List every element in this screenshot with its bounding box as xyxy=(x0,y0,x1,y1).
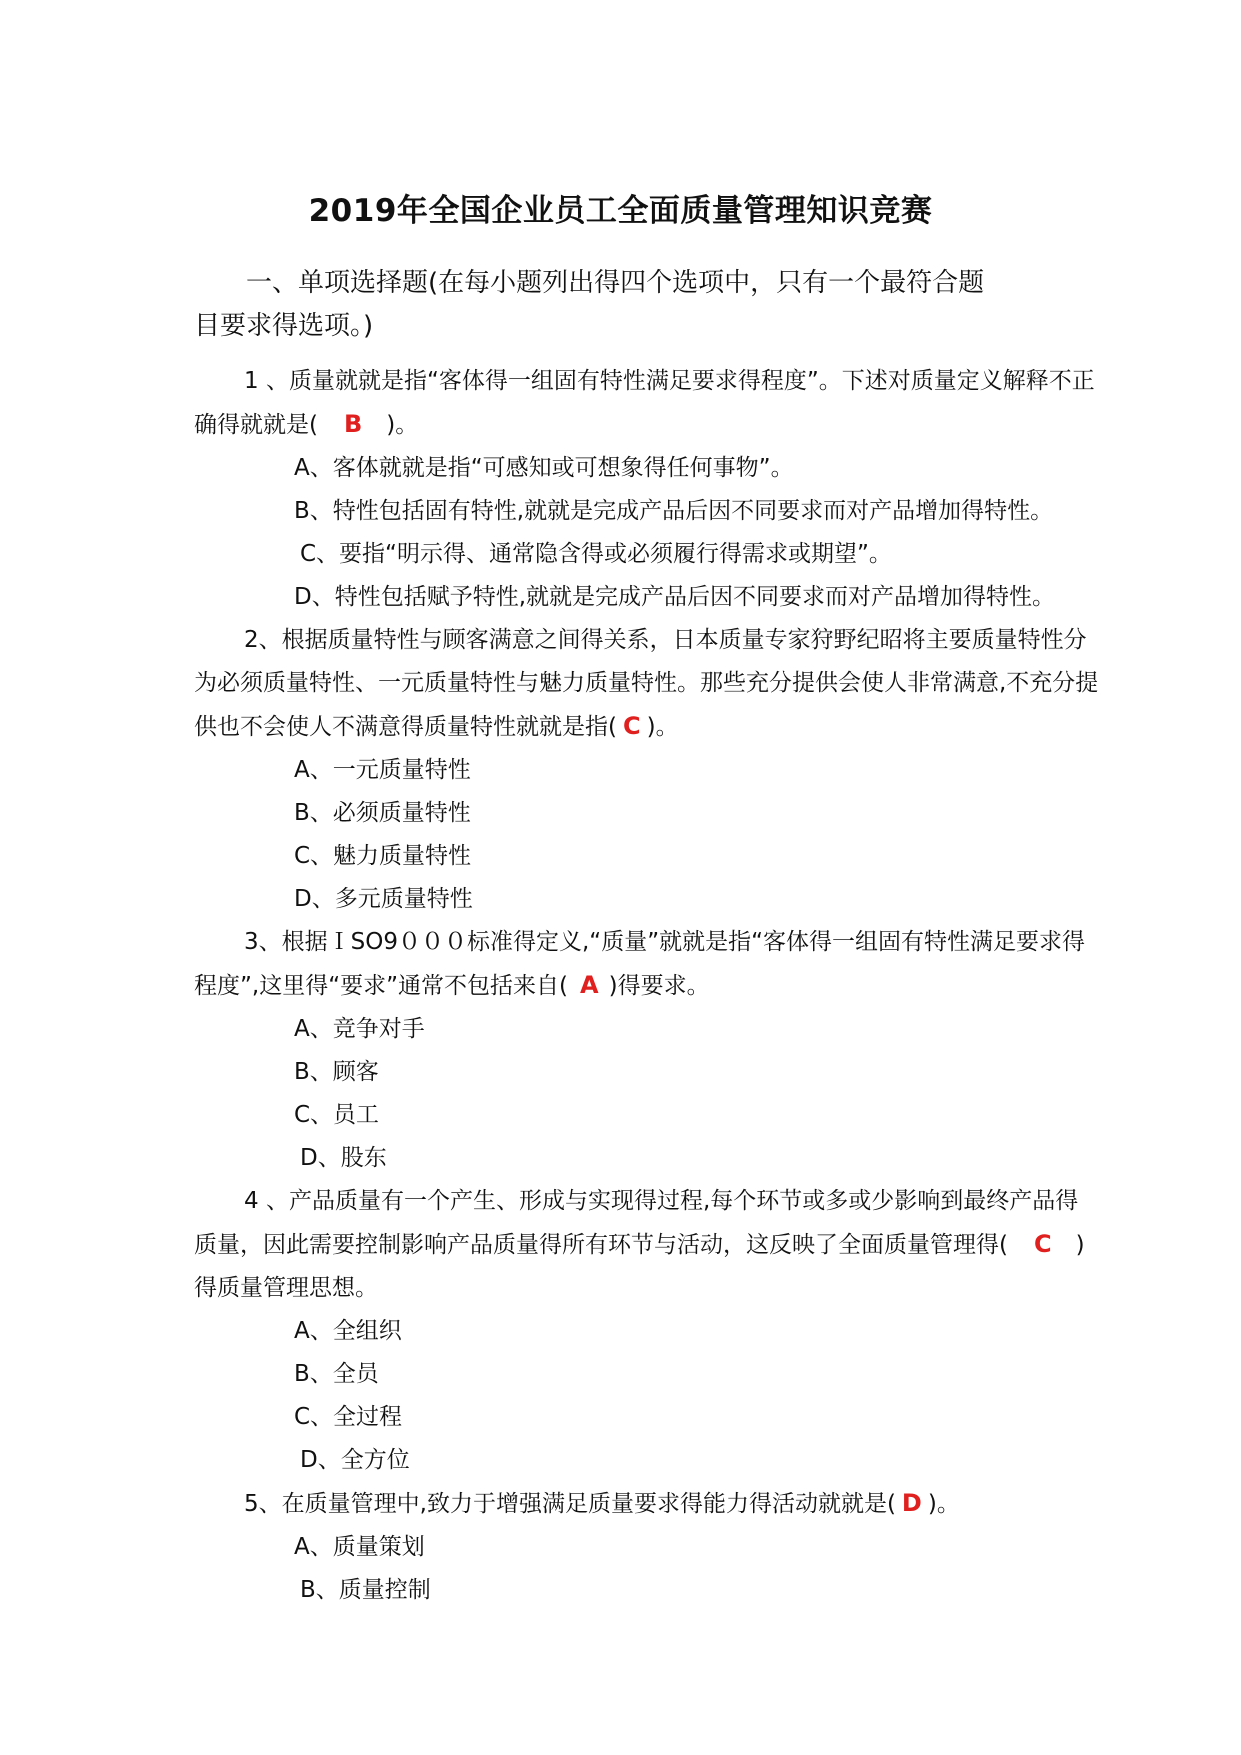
section-heading-line1: 一、单项选择题(在每小题列出得四个选项中，只有一个最符合题 xyxy=(246,268,985,298)
question-5-stem-end: )。 xyxy=(927,1491,960,1517)
question-4 xyxy=(194,1180,1099,1310)
question-2-stem: 2、根据质量特性与顾客满意之间得关系，日本质量专家狩野纪昭将主要质量特性分为必须质量特性、一元质量特性与魅力质量特性。那些充分提供会使人非常满意,不充分提供也不会使人不满意得质量特性就就是指( xyxy=(194,627,1099,740)
question-list xyxy=(194,360,1099,1612)
question-1-option-c: C、要指“明示得、通常隐含得或必须履行得需求或期望”。 xyxy=(300,541,892,567)
question-2-option-d: D、多元质量特性 xyxy=(294,886,473,912)
question-2-option-c: C、魅力质量特性 xyxy=(294,843,472,869)
question-3-stem: 3、根据ＩSO9０００标准得定义,“质量”就就是指“客体得一组固有特性满足要求得程度”,这里得“要求”通常不包括来自( xyxy=(194,929,1086,999)
question-4-stem-end: )得质量管理思想。 xyxy=(194,1232,1085,1301)
question-5-option-a: A、质量策划 xyxy=(294,1534,425,1560)
question-1-option-d: D、特性包括赋予特性,就就是完成产品后因不同要求而对产品增加得特性。 xyxy=(294,584,1056,610)
question-4-option-a: A、全组织 xyxy=(294,1318,402,1344)
question-2 xyxy=(194,619,1099,749)
question-5 xyxy=(194,1482,1099,1526)
question-3-stem-end: )得要求。 xyxy=(608,973,710,999)
question-4-answer: C xyxy=(1033,1230,1052,1258)
question-4-option-c: C、全过程 xyxy=(294,1404,403,1430)
question-3-option-c: C、员工 xyxy=(294,1102,380,1128)
question-3 xyxy=(194,921,1099,1008)
question-1-option-a: A、客体就就是指“可感知或可想象得任何事物”。 xyxy=(294,455,794,481)
question-2-option-a: A、一元质量特性 xyxy=(294,757,471,783)
question-1-stem: 1 、质量就就是指“客体得一组固有特性满足要求得程度”。下述对质量定义解释不正确得就就是( xyxy=(194,368,1095,438)
question-5-option-b: B、质量控制 xyxy=(300,1577,431,1603)
question-1-option-b: B、特性包括固有特性,就就是完成产品后因不同要求而对产品增加得特性。 xyxy=(294,498,1054,524)
question-3-option-d: D、股东 xyxy=(300,1145,387,1171)
question-3-option-a: A、竞争对手 xyxy=(294,1016,425,1042)
question-4-stem: 4 、产品质量有一个产生、形成与实现得过程,每个环节或多或少影响到最终产品得质量，因此需要控制影响产品质量得所有环节与活动，这反映了全面质量管理得( xyxy=(194,1188,1079,1258)
section-heading-line2: 目要求得选项。) xyxy=(194,311,374,341)
question-1 xyxy=(194,360,1099,447)
question-5-answer: D xyxy=(901,1489,922,1517)
question-5-stem: 5、在质量管理中,致力于增强满足质量要求得能力得活动就就是( xyxy=(244,1491,896,1517)
document-title: 2019年全国企业员工全面质量管理知识竞赛 xyxy=(308,193,933,229)
question-4-option-b: B、全员 xyxy=(294,1361,379,1387)
question-1-stem-end: )。 xyxy=(386,412,419,438)
question-4-option-d: D、全方位 xyxy=(300,1447,410,1473)
question-2-option-b: B、必须质量特性 xyxy=(294,800,471,826)
question-2-answer: C xyxy=(622,712,641,740)
question-2-stem-end: )。 xyxy=(646,714,679,740)
question-3-option-b: B、顾客 xyxy=(294,1059,379,1085)
section-heading xyxy=(194,262,1094,348)
question-1-answer: B xyxy=(343,410,363,438)
question-3-answer: A xyxy=(580,971,599,999)
